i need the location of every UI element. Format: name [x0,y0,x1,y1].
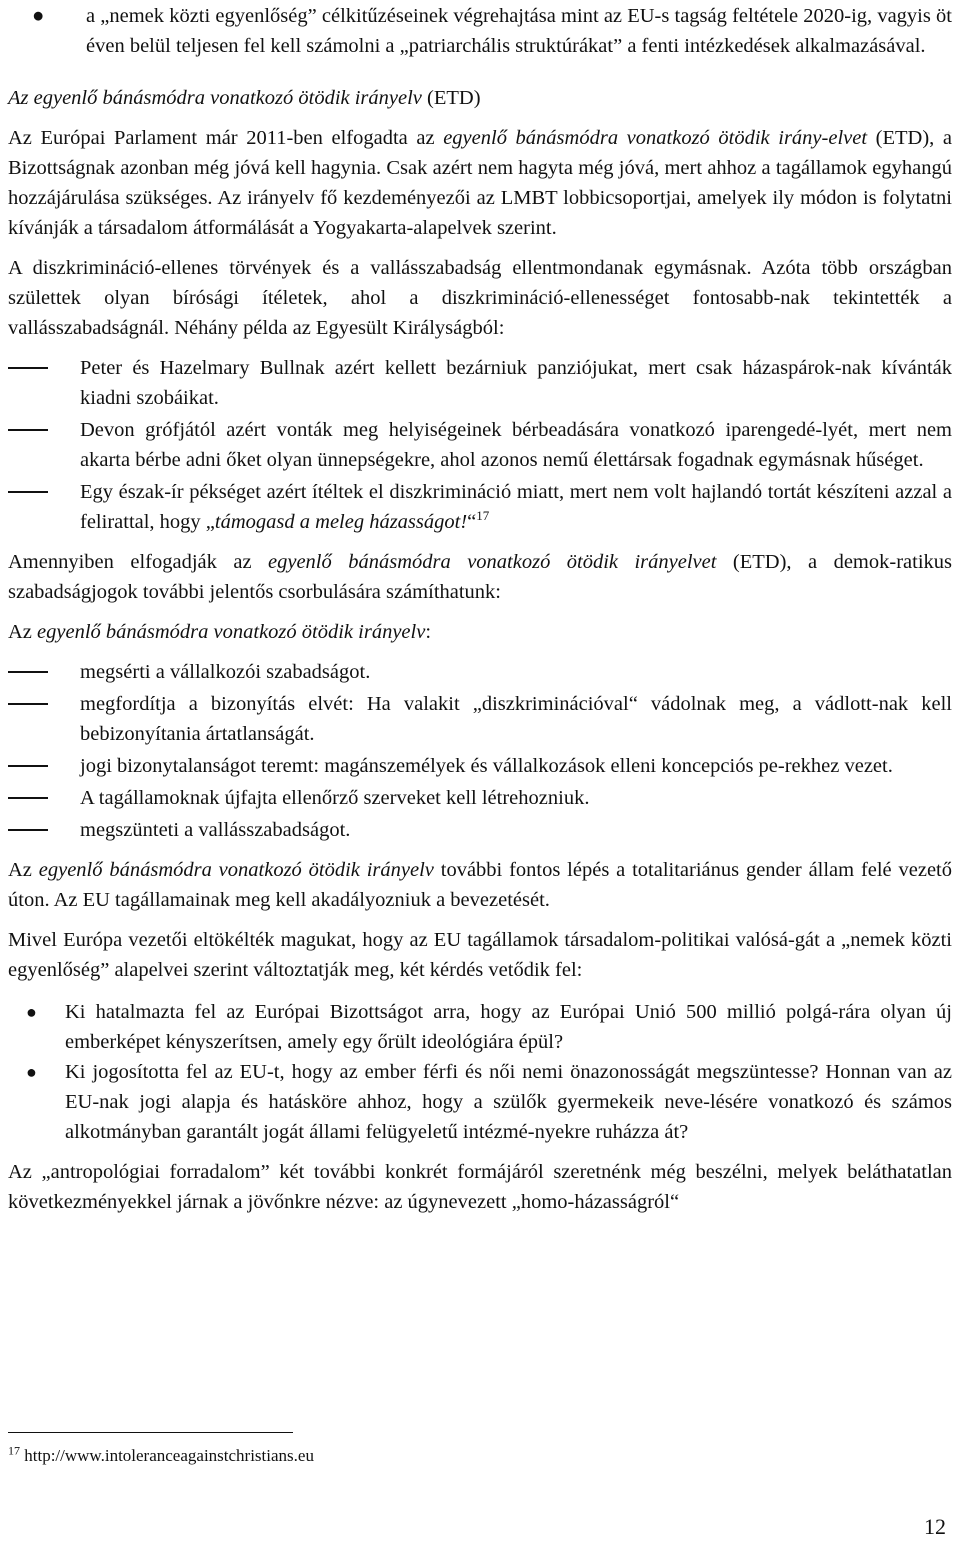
page-number: 12 [924,1514,946,1539]
list-item: ● Ki hatalmazta fel az Európai Bizottságot arra, hogy az Európai Unió 500 millió polgá-rára olyan új emberképet kényszerítsen, amely egy őrült ideológiára épül? [8,997,952,1057]
dash-icon [8,797,48,799]
list-item: A tagállamoknak újfajta ellenőrző szerveket kell létrehozniuk. [8,783,952,813]
paragraph-consequences-intro: Amennyiben elfogadják az egyenlő bánásmódra vonatkozó ötödik irányelvet (ETD), a demok-ratikus szabadságjogok további jelentős csorbulására számíthatunk: [8,551,952,603]
dash-icon [8,703,48,705]
paragraph-discrimination: A diszkrimináció-ellenes törvények és a vallásszabadság ellentmondanak egymásnak. Azóta több országban születtek olyan bírósági ítéletek, ahol a diszkrimináció-ellenességet fontosabb-nak tekintették a vallásszabadságnál. Néhány példa az Egyesült Királyságból: [8,257,952,339]
paragraph-directive-label: Az egyenlő bánásmódra vonatkozó ötödik irányelv: [8,621,432,643]
list-item: megsérti a vállalkozói szabadságot. [8,657,952,687]
consequences-list [8,657,952,845]
dash-icon [8,429,48,431]
dash-icon [8,671,48,673]
list-item: Devon grófjától azért vonták meg helyiségeinek bérbeadására vonatkozó iparengedé-lyét, mert nem akarta bérbe adni őket olyan ünnepségekre, ahol azonos nemű élettársak fogadnak egymásnak hűséget. [8,415,952,475]
bullet-icon: ● [26,1002,37,1022]
document-body [8,0,952,1217]
paragraph-etd-intro: Az Európai Parlament már 2011-ben elfogadta az egyenlő bánásmódra vonatkozó ötödik irány-elvet (ETD), a Bizottságnak azonban még jóvá kell hagynia. Csak azért nem hagyta még jóvá, mert ahhoz a tagállamok egyhangú hozzájárulása szükséges. Az irányelv fő kezdeményezői az LMBT lobbicsoportjai, amelyek ily módon is folytatni kívánják a társadalom átformálását a Yogyakarta-alapelvek szerint. [8,127,953,239]
footnote-ref[interactable]: 17 [476,508,490,524]
list-item: Peter és Hazelmary Bullnak azért kellett bezárniuk panziójukat, mert csak házaspárok-nak kívánták kiadni szobáikat. [8,353,952,413]
list-item: jogi bizonytalanságot teremt: magánszemélyek és vállalkozások elleni koncepciós pe-rekhez vezet. [8,751,952,781]
questions-list [8,997,952,1147]
etd-heading: Az egyenlő bánásmódra vonatkozó ötödik irányelv (ETD) [8,87,481,109]
dash-icon [8,491,48,493]
paragraph-totalitarian: Az egyenlő bánásmódra vonatkozó ötödik irányelv további fontos lépés a totalitariánus gender állam felé vezető úton. Az EU tagállamainak meg kell akadályozniuk a bevezetését. [8,859,952,911]
footnote [8,1444,314,1468]
dash-icon [8,765,48,767]
top-bullet-item [8,1,952,61]
list-item: Egy észak-ír pékséget azért ítéltek el diszkrimináció miatt, mert nem volt hajlandó tortát készíteni azzal a felirattal, hogy „támogasd a meleg házasságot!“$^{17}$ [8,477,952,537]
list-item: ● Ki jogosította fel az EU-t, hogy az ember férfi és női nemi önazonosságát megszüntesse? Honnan van az EU-nak jogi alapja és hatásköre ahhoz, hogy a szülők gyermekeik neve-lésére vonatkozó és számos alkotmányban garantált jogát állami felügyeletű intézmé-nyekre ruházza át? [8,1057,952,1147]
dash-icon [8,367,48,369]
list-item: megfordítja a bizonyítás elvét: Ha valakit „diszkriminációval“ vádolnak meg, a vádlott-nak kell bebizonyítania ártatlanságát. [8,689,952,749]
bullet-icon: ● [32,5,45,27]
paragraph-anthropological: Az „antropológiai forradalom” két további konkrét formájáról szeretnénk még beszélni, melyek beláthatatlan következményekkel járnak a jövőnkre nézve: az úgynevezett „homo-házasságról“ [8,1161,952,1213]
paragraph-questions-intro: Mivel Európa vezetői eltökélték magukat, hogy az EU tagállamok társadalom-politikai valósá-gát a „nemek közti egyenlőség” alapelvei szerint változtatják meg, két kérdés vetődik fel: [8,929,952,981]
examples-list [8,353,952,537]
top-bullet-text: a „nemek közti egyenlőség” célkitűzéseinek végrehajtása mint az EU-s tagság feltétele 2020-ig, vagyis öt éven belül teljesen fel kell számolni a „patriarchális struktúrákat” a fenti intézkedések alkalmazásával. [86,5,952,57]
bullet-icon: ● [26,1062,37,1082]
footnote-number: 17 [8,1443,20,1458]
list-item: megszünteti a vallásszabadságot. [8,815,952,845]
dash-icon [8,829,48,831]
footnote-link[interactable]: http://www.intoleranceagainstchristians.eu [24,1446,314,1465]
footnote-separator [8,1432,293,1433]
